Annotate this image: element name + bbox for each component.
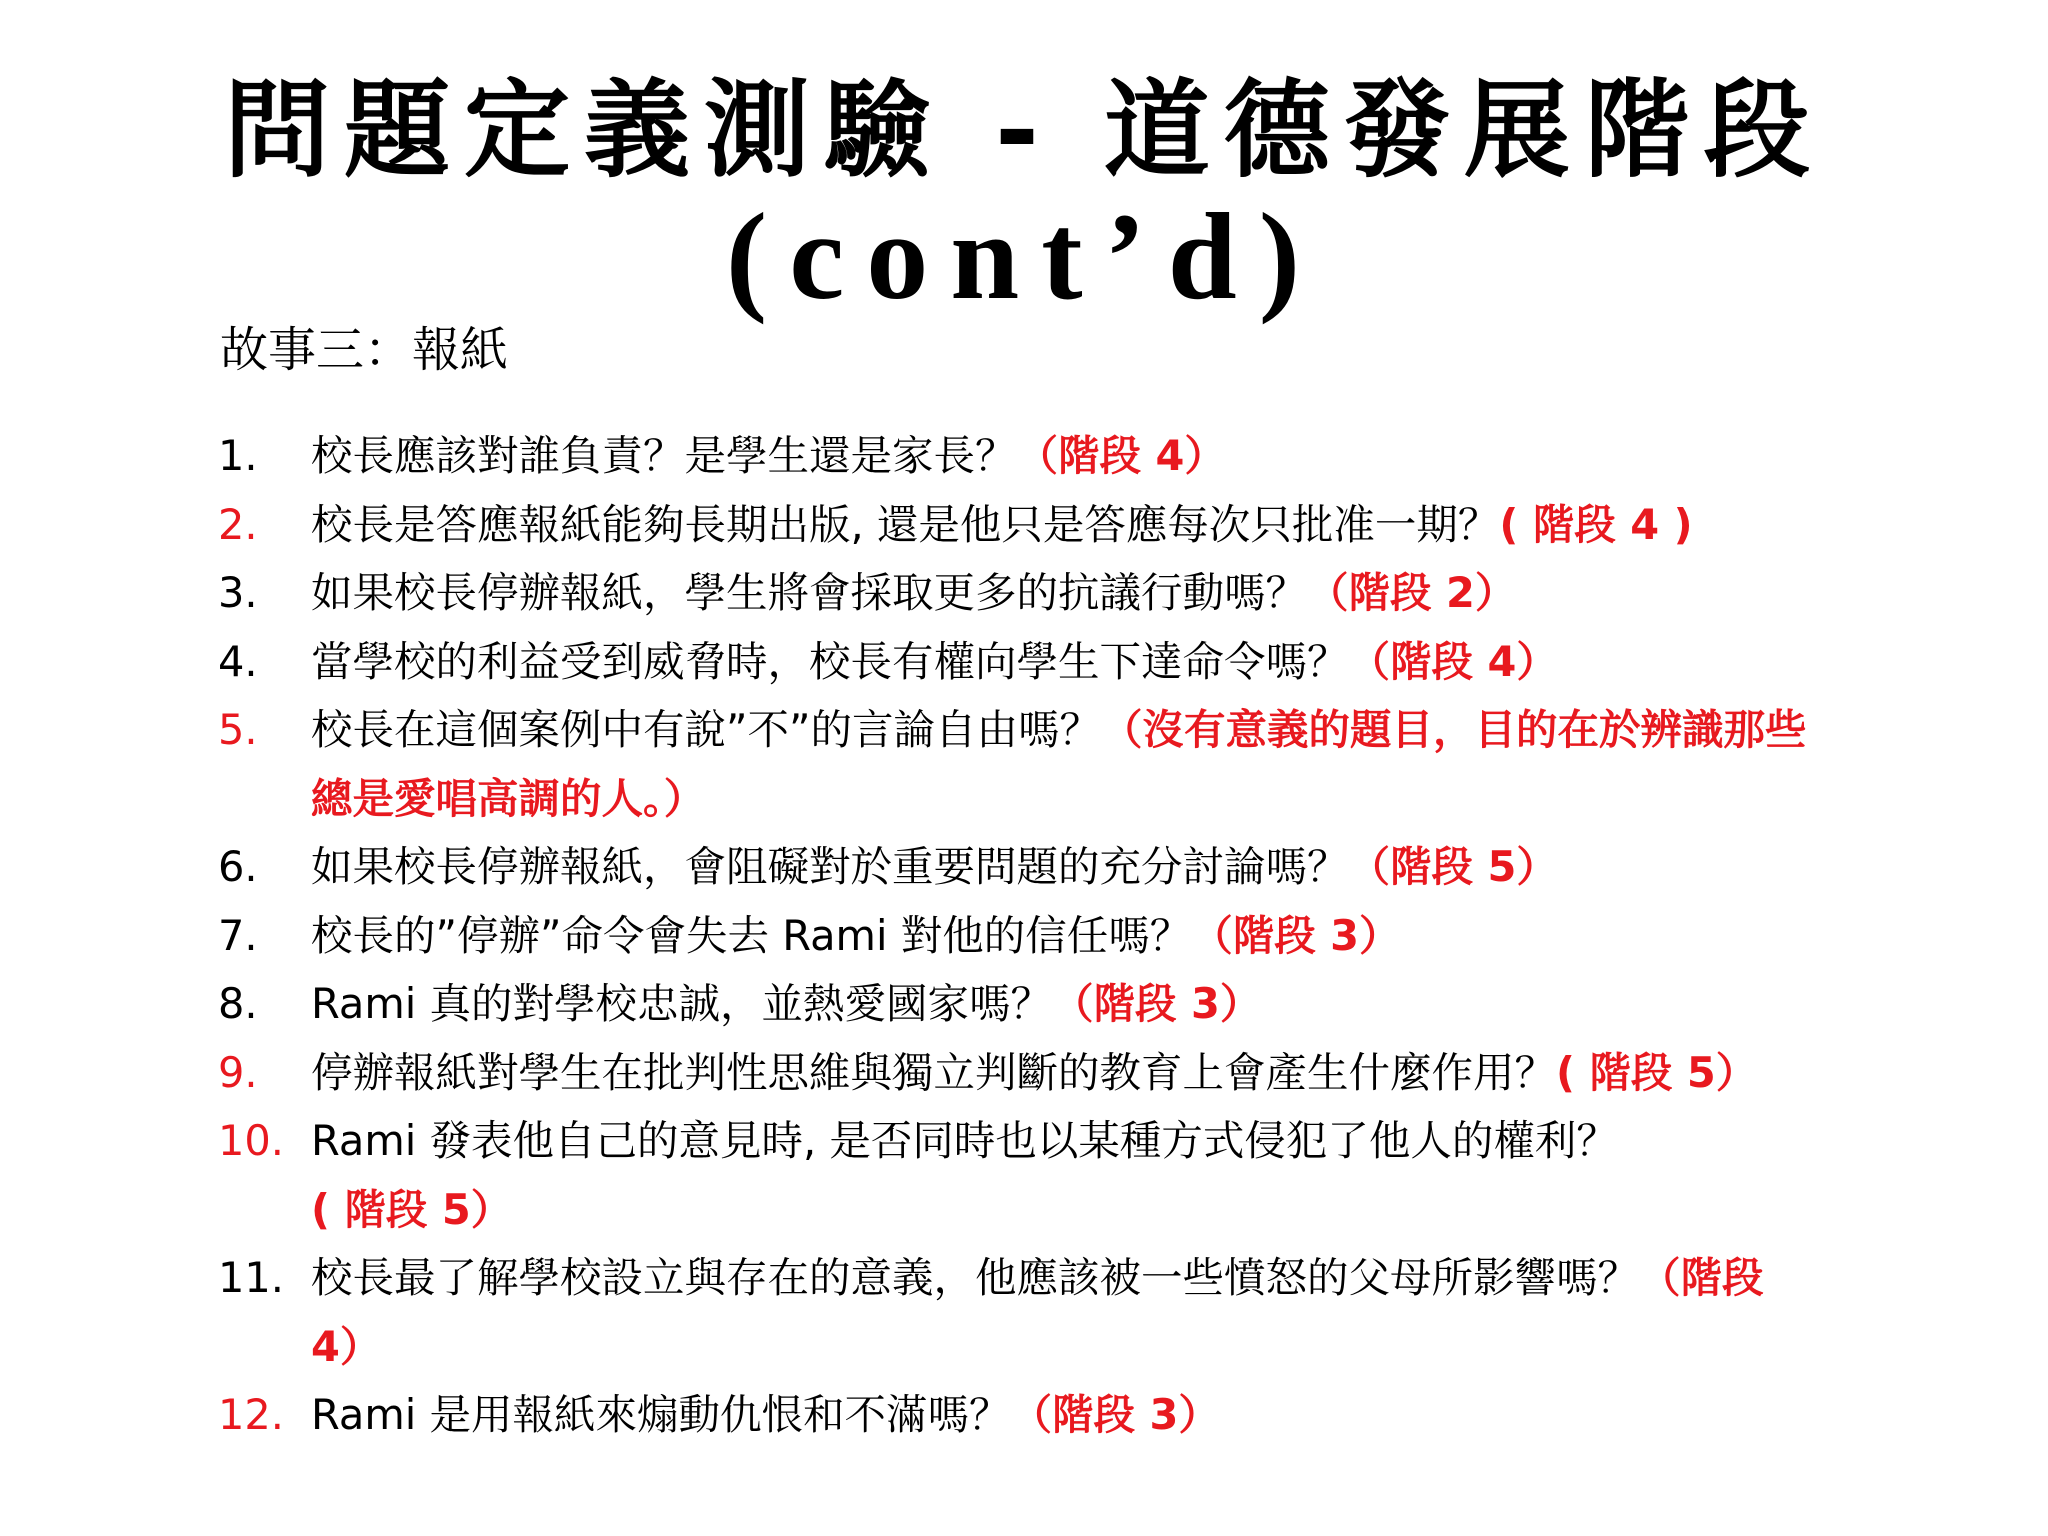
list-item (218, 1039, 1808, 1108)
list-item (218, 628, 1808, 697)
title-line-1: 問題定義測驗 - 道德發展階段 (224, 69, 1824, 192)
question-list (218, 422, 1808, 1450)
question-text: 如果校長停辦報紙，會阻礙對於重要問題的充分討論嗎？ (311, 842, 1349, 891)
item-number: 6. (218, 842, 258, 891)
stage-label: （階段 5） (1348, 842, 1558, 891)
item-number: 8. (218, 979, 258, 1028)
question-text: 如果校長停辦報紙，學生將會採取更多的抗議行動嗎？ (311, 568, 1308, 617)
list-item (218, 902, 1808, 971)
stage-label: （階段 3） (1052, 979, 1262, 1028)
item-number: 10. (218, 1116, 284, 1165)
item-number: 5. (218, 705, 258, 754)
list-item (218, 491, 1808, 560)
list-item (218, 1107, 1808, 1244)
question-text: 當學校的利益受到威脅時，校長有權向學生下達命令嗎？ (311, 636, 1349, 686)
question-text: 校長最了解學校設立與存在的意義，他應該被一些憤怒的父母所影響嗎？ (311, 1253, 1640, 1302)
question-text: 校長的”停辦”命令會失去 Rami 對他的信任嗎？ (311, 910, 1192, 960)
list-item (218, 1244, 1808, 1381)
item-number: 7. (218, 910, 258, 960)
item-number: 11. (218, 1253, 284, 1302)
question-text: Rami 是用報紙來煽動仇恨和不滿嗎？ (311, 1390, 1011, 1439)
stage-label: ( 階段 5） (311, 1184, 513, 1234)
question-text: 校長在這個案例中有說”不”的言論自由嗎？ (311, 705, 1102, 754)
list-item (218, 422, 1808, 491)
stage-label: （階段 4） (311, 1253, 1764, 1371)
list-item (218, 970, 1808, 1039)
list-item (218, 559, 1808, 628)
item-number: 4. (218, 636, 258, 686)
stage-label: （階段 4） (1348, 636, 1558, 686)
question-text: 停辦報紙對學生在批判性思維與獨立判斷的教育上會產生什麼作用？ (311, 1047, 1557, 1097)
question-text: Rami 真的對學校忠誠，並熱愛國家嗎？ (311, 979, 1053, 1028)
list-item (218, 1381, 1808, 1450)
item-number: 2. (218, 499, 258, 549)
item-number: 12. (218, 1390, 284, 1439)
question-text: 校長是答應報紙能夠長期出版, 還是他只是答應每次只批准一期？ (311, 499, 1500, 549)
stage-label: （階段 3） (1191, 910, 1401, 960)
question-text: 校長應該對誰負責？是學生還是家長？ (311, 431, 1017, 480)
stage-label: （階段 3） (1010, 1390, 1220, 1439)
question-text: Rami 發表他自己的意見時, 是否同時也以某種方式侵犯了他人的權利？ (311, 1116, 1618, 1165)
item-number: 1. (218, 431, 258, 480)
list-item (218, 833, 1808, 902)
story-heading: 故事三：報紙 (220, 322, 509, 378)
stage-label: ( 階段 5） (1556, 1047, 1758, 1097)
list-item (218, 696, 1808, 833)
item-number: 9. (218, 1047, 258, 1097)
item-number: 3. (218, 568, 258, 617)
slide-title (0, 68, 2048, 325)
title-line-2: (cont’d) (725, 188, 1323, 325)
stage-label: （階段 2） (1307, 568, 1517, 617)
stage-label: （階段 4） (1016, 431, 1226, 480)
stage-label: ( 階段 4 ) (1499, 499, 1693, 549)
stage-label: （沒有意義的題目，目的在於辨識那些總是愛唱高調的人。） (311, 705, 1807, 823)
